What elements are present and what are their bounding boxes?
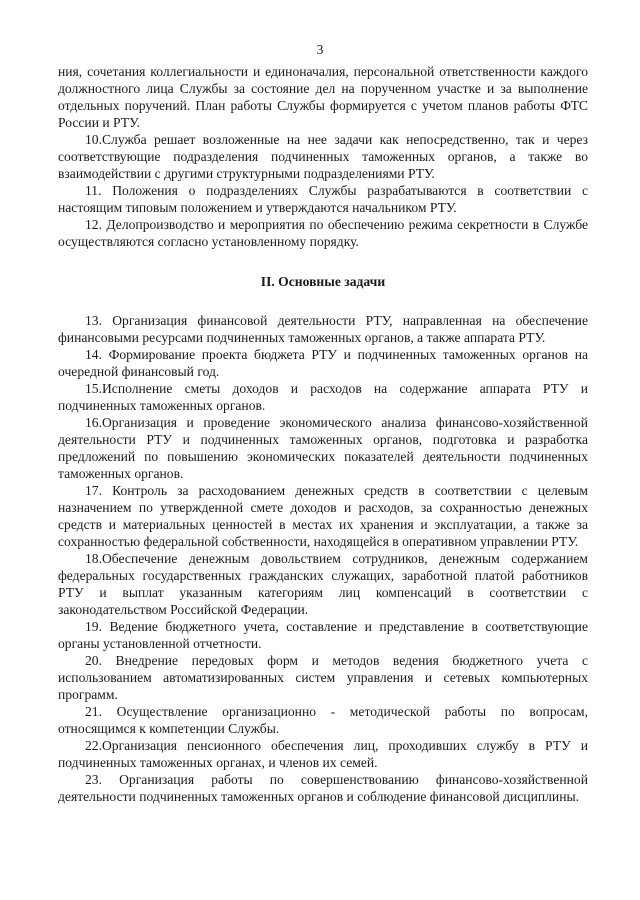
- paragraph-19: 19. Ведение бюджетного учета, составление и представление в соответствующие органы установленной отчетности.: [58, 619, 588, 651]
- paragraph-23: 23. Организация работы по совершенствованию финансово-хозяйственной деятельности подчиненных таможенных органов и соблюдение финансовой дисциплины.: [58, 772, 588, 804]
- page-number: 3: [316, 42, 324, 57]
- paragraph-18: 18.Обеспечение денежным довольствием сотрудников, денежным содержанием федеральных государственных гражданских служащих, заработной платой работников РТУ и выплат указанным категориям лиц компенсаций в соответствии с законодательством Российской Федерации.: [58, 551, 588, 617]
- paragraph-14: 14. Формирование проекта бюджета РТУ и подчиненных таможенных органов на очередной финансовый год.: [58, 347, 588, 379]
- section-heading: II. Основные задачи: [260, 274, 386, 289]
- document-body: [58, 63, 588, 805]
- paragraph-10: 10.Служба решает возложенные на нее задачи как непосредственно, так и через соответствующие подразделения подчиненных таможенных органов, а также во взаимодействии с другими структурными подразделениями РТУ.: [58, 132, 588, 181]
- paragraph-17: 17. Контроль за расходованием денежных средств в соответствии с целевым назначением по утвержденной смете доходов и расходов, за сохранностью денежных средств и материальных ценностей в местах их хранения и эксплуатации, а также за сохранностью федеральной собственности, находящейся в оперативном управлении РТУ.: [58, 483, 588, 549]
- paragraph-13: 13. Организация финансовой деятельности РТУ, направленная на обеспечение финансовыми ресурсами подчиненных таможенных органов, а также аппарата РТУ.: [58, 313, 588, 345]
- paragraph-15: 15.Исполнение сметы доходов и расходов на содержание аппарата РТУ и подчиненных таможенных органов.: [58, 381, 588, 413]
- paragraph-20: 20. Внедрение передовых форм и методов ведения бюджетного учета с использованием автоматизированных систем управления и сетевых компьютерных программ.: [58, 653, 588, 702]
- paragraph-12: 12. Делопроизводство и мероприятия по обеспечению режима секретности в Службе осуществляются согласно установленному порядку.: [58, 217, 588, 249]
- paragraph-21: 21. Осуществление организационно - методической работы по вопросам, относящимся к компетенции Службы.: [58, 704, 588, 736]
- paragraph-continuation: ния, сочетания коллегиальности и единоначалия, персональной ответственности каждого должностного лица Службы за состояние дел на порученном участке и за выполнение отдельных поручений. План работы Службы формируется с учетом планов работы ФТС России и РТУ.: [58, 64, 588, 130]
- paragraph-11: 11. Положения о подразделениях Службы разрабатываются в соответствии с настоящим типовым положением и утверждаются начальником РТУ.: [58, 183, 588, 215]
- paragraph-22: 22.Организация пенсионного обеспечения лиц, проходивших службу в РТУ и подчиненных таможенных органах, и членов их семей.: [58, 738, 588, 770]
- paragraph-16: 16.Организация и проведение экономического анализа финансово-хозяйственной деятельности РТУ и подчиненных таможенных органов, подготовка и разработка предложений по повышению экономических показателей деятельности подчиненных таможенных органов.: [58, 415, 588, 481]
